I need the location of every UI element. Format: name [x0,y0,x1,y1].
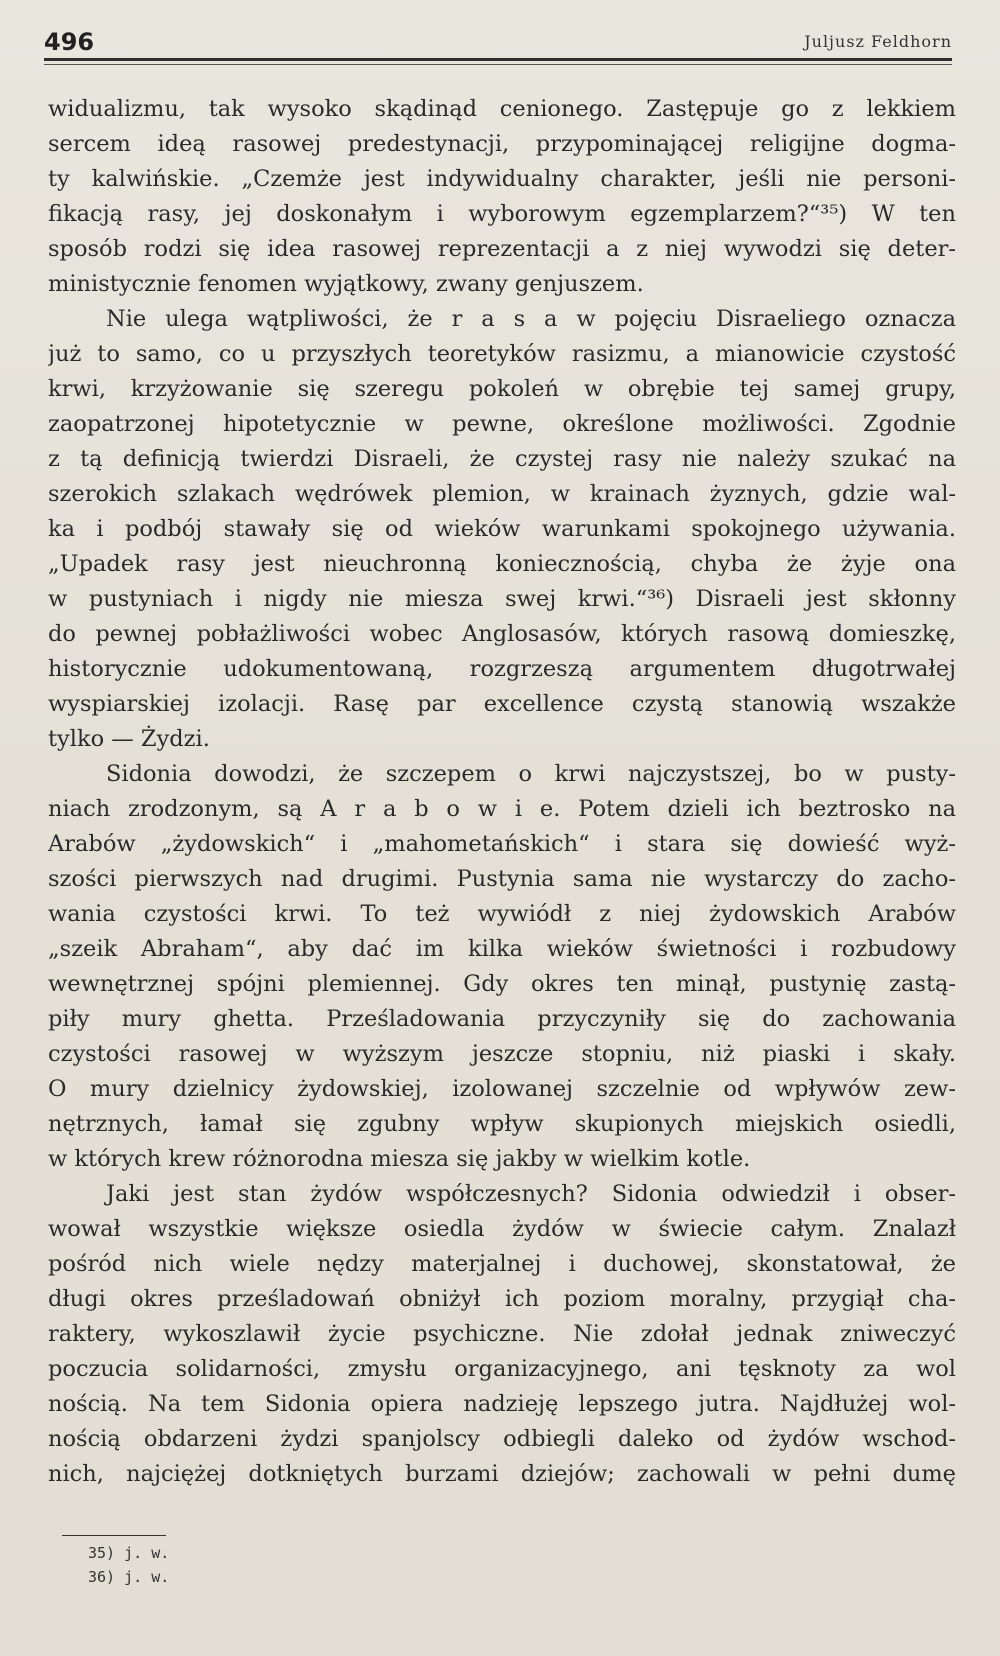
text-line: historycznie udokumentowaną, rozgrzeszą argumentem długotrwałej [48,656,956,682]
text-line: niach zrodzonym, są A r a b o w i e. Potem dzieli ich beztrosko na [48,796,956,822]
text-line: widualizmu, tak wysoko skądinąd cenionego. Zastępuje go z lekkiem [48,96,956,122]
text-line: poczucia solidarności, zmysłu organizacyjnego, ani tęsknoty za wol [48,1356,956,1382]
text-line: raktery, wykoszlawił życie psychiczne. Nie zdołał jednak zniweczyć [48,1321,956,1347]
footnote-rule [62,1535,166,1536]
text-line: czystości rasowej w wyższym jeszcze stopniu, niż piaski i skały. [48,1041,956,1067]
text-line: „szeik Abraham“, aby dać im kilka wieków świetności i rozbudowy [48,936,956,962]
text-line: nością. Na tem Sidonia opiera nadzieję lepszego jutra. Najdłużej wol- [48,1391,956,1417]
text-line: O mury dzielnicy żydowskiej, izolowanej szczelnie od wpływów zew- [48,1076,956,1102]
footnote: 36) j. w. [88,1568,170,1586]
page-number: 496 [44,28,95,56]
text-line: do pewnej pobłażliwości wobec Anglosasów, których rasową domieszkę, [48,621,956,647]
text-line: wyspiarskiej izolacji. Rasę par excellence czystą stanowią wszakże [48,691,956,717]
text-line: Sidonia dowodzi, że szczepem o krwi najczystszej, bo w pusty- [106,761,956,787]
text-line: ka i podbój stawały się od wieków warunkami spokojnego używania. [48,516,956,542]
text-line: pośród nich wiele nędzy materjalnej i duchowej, skonstatował, że [48,1251,956,1277]
header-rule-thin [44,64,952,65]
body-text [48,92,956,1492]
text-line: sercem ideą rasowej predestynacji, przypominającej religijne dogma- [48,131,956,157]
text-line: z tą definicją twierdzi Disraeli, że czystej rasy nie należy szukać na [48,446,956,472]
text-line: szerokich szlakach wędrówek plemion, w krainach żyznych, gdzie wal- [48,481,956,507]
text-line: wewnętrznej spójni plemiennej. Gdy okres ten minął, pustynię zastą- [48,971,956,997]
running-head: Juljusz Feldhorn [804,32,952,51]
text-line: w pustyniach i nigdy nie miesza swej krwi.“³⁶) Disraeli jest skłonny [48,586,956,612]
text-line: długi okres prześladowań obniżył ich poziom moralny, przygiął cha- [48,1286,956,1312]
text-line: tylko — Żydzi. [48,726,210,752]
text-line: nich, najciężej dotkniętych burzami dziejów; zachowali w pełni dumę [48,1461,956,1487]
text-line: „Upadek rasy jest nieuchronną koniecznością, chyba że żyje ona [48,551,956,577]
text-line: nętrznych, łamał się zgubny wpływ skupionych miejskich osiedli, [48,1111,956,1137]
text-line: fikacją rasy, jej doskonałym i wyborowym egzemplarzem?“³⁵) W ten [48,201,956,227]
text-line: sposób rodzi się idea rasowej reprezentacji a z niej wywodzi się deter- [48,236,956,262]
text-line: ty kalwińskie. „Czemże jest indywidualny charakter, jeśli nie personi- [48,166,956,192]
text-line: w których krew różnorodna miesza się jakby w wielkim kotle. [48,1146,751,1172]
text-line: Arabów „żydowskich“ i „mahometańskich“ i stara się dowieść wyż- [48,831,956,857]
footnote: 35) j. w. [88,1544,170,1562]
text-line: zaopatrzonej hipotetycznie w pewne, określone możliwości. Zgodnie [48,411,956,437]
text-line: wował wszystkie większe osiedla żydów w świecie całym. Znalazł [48,1216,956,1242]
text-line: nością obdarzeni żydzi spanjolscy odbiegli daleko od żydów wschod- [48,1426,956,1452]
text-line: już to samo, co u przyszłych teoretyków rasizmu, a mianowicie czystość [48,341,956,367]
text-line: Jaki jest stan żydów współczesnych? Sidonia odwiedził i obser- [106,1181,956,1207]
text-line: wania czystości krwi. To też wywiódł z niej żydowskich Arabów [48,901,956,927]
text-line: ministycznie fenomen wyjątkowy, zwany genjuszem. [48,271,644,297]
header-rule [44,58,952,61]
text-line: szości pierwszych nad drugimi. Pustynia sama nie wystarczy do zacho- [48,866,956,892]
text-line: Nie ulega wątpliwości, że r a s a w pojęciu Disraeliego oznacza [106,306,956,332]
footnotes [88,1541,169,1589]
text-line: krwi, krzyżowanie się szeregu pokoleń w obrębie tej samej grupy, [48,376,956,402]
text-line: piły mury ghetta. Prześladowania przyczyniły się do zachowania [48,1006,956,1032]
